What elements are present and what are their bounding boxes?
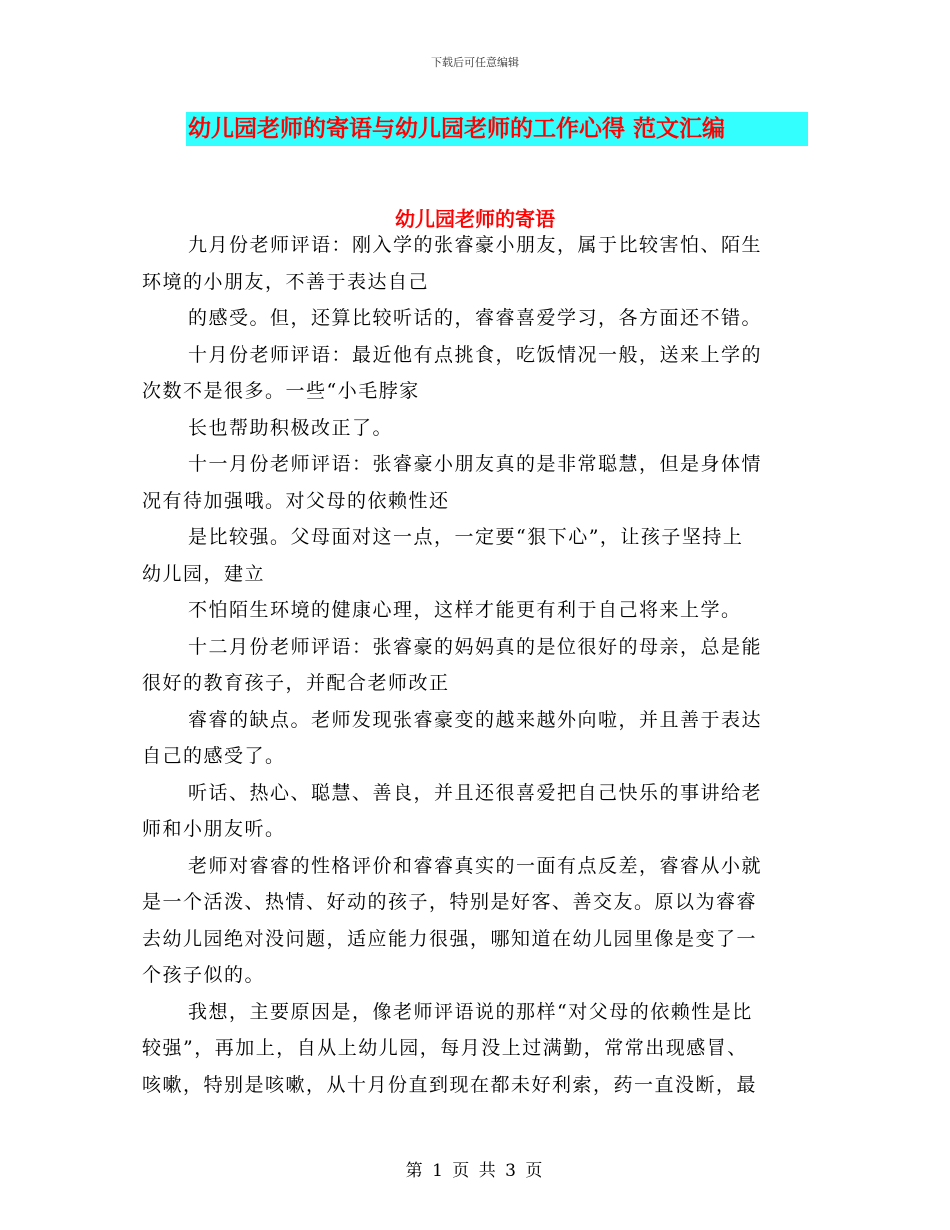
- paragraph-line: 的感受。但，还算比较听话的，睿睿喜爱学习，各方面还不错。: [188, 307, 763, 329]
- paragraph-line: 环境的小朋友，不善于表达自己: [142, 270, 430, 293]
- paragraph-line: 去幼儿园绝对没问题，适应能力很强，哪知道在幼儿园里像是变了一: [142, 927, 758, 950]
- paragraph-line: 是比较强。父母面对这一点，一定要“狠下心”，让孩子坚持上: [188, 526, 744, 548]
- paragraph-line: 十月份老师评语：最近他有点挑食，吃饭情况一般，送来上学的: [188, 343, 763, 366]
- paragraph-line: 幼儿园，建立: [142, 562, 266, 585]
- paragraph-line: 听话、热心、聪慧、善良，并且还很喜爱把自己快乐的事讲给老: [188, 781, 763, 804]
- paragraph-line: 睿睿的缺点。老师发现张睿豪变的越来越外向啦，并且善于表达: [188, 708, 763, 731]
- paragraph-line: 很好的教育孩子，并配合老师改正: [142, 672, 450, 694]
- paragraph-line: 次数不是很多。一些“小毛脖家: [142, 380, 420, 402]
- paragraph-line: 较强”，再加上，自从上幼儿园，每月没上过满勤，常常出现感冒、: [142, 1037, 748, 1059]
- section-title: 幼儿园老师的寄语: [395, 207, 555, 231]
- paragraph-line: 是一个活泼、热情、好动的孩子，特别是好客、善交友。原以为睿睿: [142, 891, 758, 913]
- paragraph-line: 个孩子似的。: [142, 964, 266, 986]
- paragraph-line: 自己的感受了。: [142, 745, 286, 767]
- header-note: 下载后可任意编辑: [431, 56, 519, 69]
- paragraph-line: 长也帮助积极改正了。: [188, 416, 394, 439]
- paragraph-line: 十一月份老师评语：张睿豪小朋友真的是非常聪慧，但是身体情: [188, 453, 763, 475]
- paragraph-line: 九月份老师评语：刚入学的张睿豪小朋友，属于比较害怕、陌生: [188, 234, 763, 256]
- document-body: [142, 227, 798, 1103]
- page-number: 第 1 页 共 3 页: [405, 1161, 545, 1181]
- paragraph-line: 我想，主要原因是，像老师评语说的那样“对父母的依赖性是比: [188, 1000, 753, 1023]
- paragraph-line: 不怕陌生环境的健康心理，这样才能更有利于自己将来上学。: [188, 599, 742, 621]
- document-title: 幼儿园老师的寄语与幼儿园老师的工作心得 范文汇编: [186, 112, 808, 146]
- paragraph-line: 师和小朋友听。: [142, 818, 286, 840]
- paragraph-line: 况有待加强哦。对父母的依赖性还: [142, 489, 450, 512]
- paragraph-line: 咳嗽，特别是咳嗽，从十月份直到现在都未好利索，药一直没断，最: [142, 1073, 758, 1096]
- paragraph-line: 老师对睿睿的性格评价和睿睿真实的一面有点反差，睿睿从小就: [188, 854, 763, 877]
- paragraph-line: 十二月份老师评语：张睿豪的妈妈真的是位很好的母亲，总是能: [188, 635, 763, 658]
